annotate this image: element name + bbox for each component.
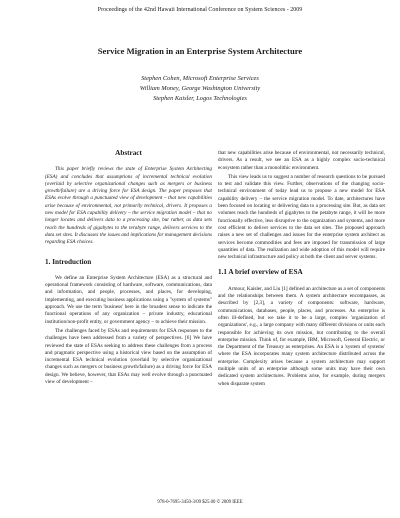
author-line: William Money, George Washington University xyxy=(139,85,261,92)
author-line: Stephen Kaisler, Logos Technologies xyxy=(153,95,247,102)
left-column xyxy=(45,150,212,388)
abstract-heading: Abstract xyxy=(115,149,142,157)
body-paragraph: Armour, Kaisler, and Liu [1] defined an architecture as a set of components and the relationships between them. A system architecture encompasses, as described by [2,3], a variety of components: software, hardware, communications, databases, people, places, and processes. An enterprise is often ill-defined, but we take it to be a large, complex 'organization of organizations', e.g., a large company with many different divisions or units each responsible for achieving its own mission, but contributing to the overall enterprise mission. Think of, for example, IBM, Microsoft, General Electric, or the Department of the Treasury as enterprises. An ESA is a 'system of systems' where the ESA incorporates many system architecture distributed across the enterprise. Complexity arises because a system architecture may support multiple units of an enterprise although some units may have their own dedicated system architectures. Problems arise, for example, during mergers when disparate system xyxy=(218,285,385,387)
conference-header: Proceedings of the 42nd Hawaii International Conference on System Sciences - 2009 xyxy=(97,7,303,13)
body-paragraph: This view leads us to suggest a number of research questions to be pursued to test and validate this view. Further, observations of the changing socio-technical environment of today lead us to propose a new model for ESA capability delivery – the service migration model. To date, architectures have been focused on locating or delivering data to a processing site. But, as data set volumes reach the hundreds of gigabytes to the petabyte range, it will be more functionally effective, less disruptive to the organization and systems, and more cost efficient to deliver services to the data set sites. The proposed approach raises a new set of challenges and issues for the enterprise system architect as services become commodities and fees are imposed for transmission of large quantities of data. The realization and wide adoption of this model will require new technical infrastructure and policy at both the client and server systems. xyxy=(218,173,385,261)
body-paragraph: that new capabilities arise because of environmental, not necessarily technical, drivers. As a result, we see an ESA as a highly complex socio-technical ecosystem rather than a monolithic environment. xyxy=(218,150,385,171)
author-block xyxy=(0,74,400,104)
introduction-heading: 1. Introduction xyxy=(45,257,92,266)
intro-paragraph: The challenges faced by ESAs and requirements for ESA responses to the challenges have been addressed from a variety of perspectives. [6] We have reviewed the state of ESAs seeking to address these challenges from a process and pragmatic perspective using a historical view based on the assumption of incremental ESA technical evolution (overlaid by selective organizational changes such as mergers or business growth/failure) as a driving force for ESA design. We believe, however, that ESAs may well evolve through a punctuated view of development – xyxy=(45,327,212,386)
paper-title: Service Migration in an Enterprise System Architecture xyxy=(97,46,303,56)
page-footer: 978-0-7695-3450-3/09 $25.00 © 2009 IEEE xyxy=(157,500,243,505)
abstract-text: This paper briefly reviews the state of Enterprise System Architecting (ESA) and concludes that assumptions of incremental technical evolution (overlaid by selective organizational changes such as mergers or business growth/failure) are a driving force for ESA design. The paper proposes that ESAs evolve through a punctuated view of development – that new capabilities arise because of environmental, not primarily technical, drivers. It proposes a new model for ESA capability delivery – the service migration model – that no longer locates and delivers data to a processing site, but rather, as data sets reach the hundreds of gigabytes to the terabyte range, delivers services to the data set sites. It discusses the issues and implications for management decisions regarding ESA choices. xyxy=(45,166,212,246)
subsection-heading: 1.1 A brief overview of ESA xyxy=(218,268,303,277)
intro-paragraph: We define an Enterprise System Architecture (ESA) as a structural and operational framework consisting of hardware, software, communications, data and information, and people, processes, and places, for developing, implementing, and executing business applications using a "system of systems" approach. We use the term 'business' here in the broadest sense to indicate the functional operations of any organization – private industry, educational institution/non-profit entity, or government agency – to achieve their mission. xyxy=(45,274,212,325)
author-line: Stephen Cohen, Microsoft Enterprise Services xyxy=(141,75,259,82)
right-column xyxy=(218,150,385,390)
